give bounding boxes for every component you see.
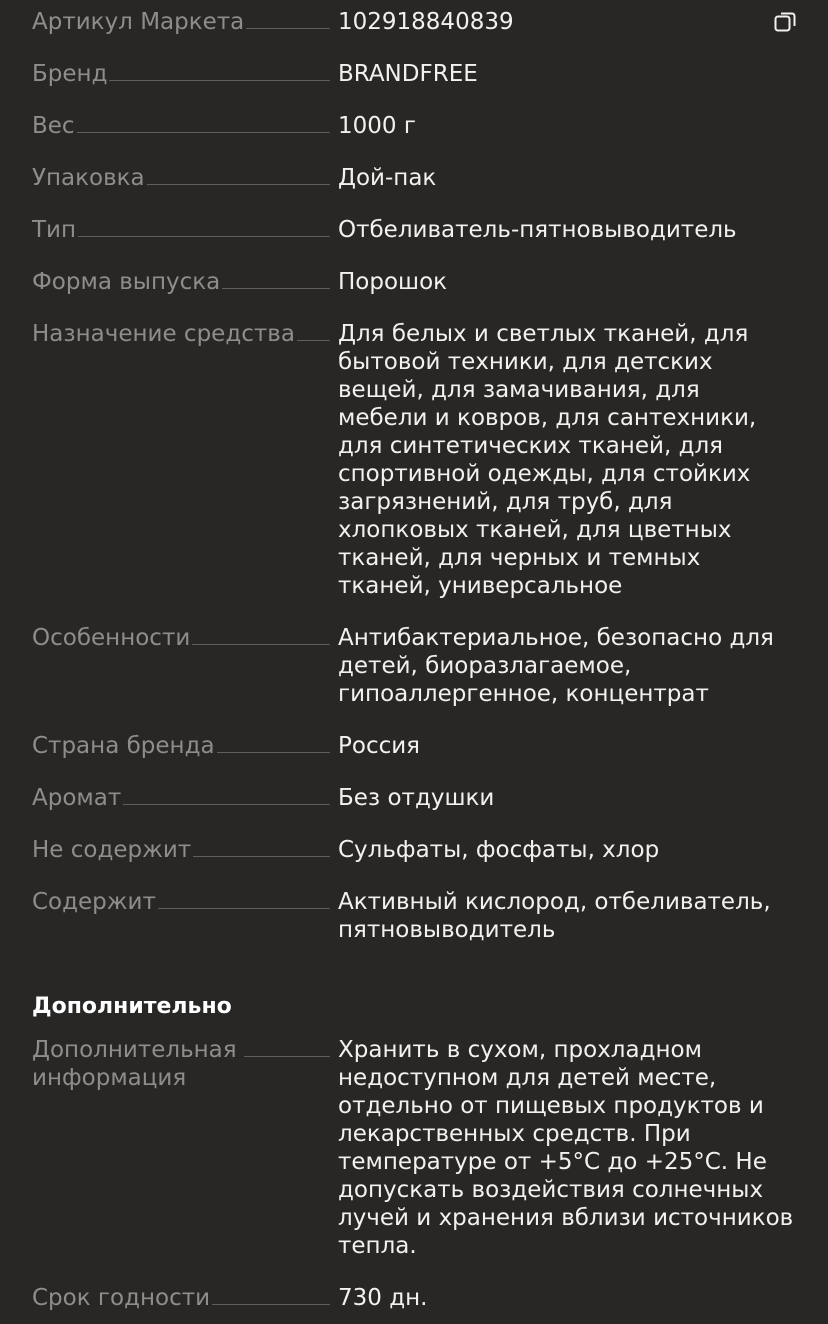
spec-value: Без отдушки [338, 785, 495, 811]
spec-row-not-contains [32, 836, 796, 864]
spec-row-package [32, 164, 796, 192]
spec-label-col [32, 112, 330, 140]
spec-label: Тип [32, 217, 77, 243]
spec-value: 1000 г [338, 113, 416, 139]
spec-value: Хранить в сухом, прохладном недоступном для детей месте, отдельно от пищевых продуктов и лекарственных средств. При температуре от +5°С до +25°С. Не допускать воздействия солнечных лучей и хранения вблизи источников тепла. [338, 1037, 794, 1259]
spec-value: Активный кислород, отбеливатель, пятновыводитель [338, 889, 771, 943]
spec-label: Упаковка [32, 165, 145, 191]
spec-row-contains [32, 888, 796, 944]
leader-line [246, 8, 330, 29]
spec-row-features [32, 624, 796, 708]
spec-value: Дой-пак [338, 165, 437, 191]
spec-row-type [32, 216, 796, 244]
spec-value: Порошок [338, 269, 448, 295]
spec-label-col [32, 320, 330, 348]
spec-label-col [32, 268, 330, 296]
spec-row-shelf-life [32, 1284, 796, 1312]
leader-line [217, 732, 330, 753]
leader-line [78, 216, 330, 237]
spec-value: Для белых и светлых тканей, для бытовой техники, для детских вещей, для замачивания, для мебели и ковров, для сантехники, для синтетических тканей, для спортивной одежды, для стойких загрязнений, для труб, для хлопковых тканей, для цветных тканей, для черных и темных тканей, универсальное [338, 321, 757, 599]
spec-row-weight [32, 112, 796, 140]
spec-label: Артикул Маркета [32, 9, 245, 35]
leader-line [244, 1036, 330, 1057]
spec-label-col [32, 888, 330, 916]
spec-value: 730 дн. [338, 1285, 428, 1311]
spec-label: Аромат [32, 785, 122, 811]
spec-label-col [32, 8, 330, 36]
spec-row-aroma [32, 784, 796, 812]
spec-value: 102918840839 [338, 9, 514, 35]
spec-label: Вес [32, 113, 75, 139]
spec-label: Не содержит [32, 837, 192, 863]
spec-row-article [32, 8, 796, 36]
spec-label-col [32, 732, 330, 760]
spec-label-col [32, 1036, 330, 1092]
spec-label: Срок годности [32, 1285, 211, 1311]
spec-label: Дополнительная информация [32, 1037, 237, 1091]
leader-line [158, 888, 330, 909]
spec-row-country [32, 732, 796, 760]
spec-label-col [32, 836, 330, 864]
section-title-additional: Дополнительно [32, 994, 232, 1019]
spec-value: Сульфаты, фосфаты, хлор [338, 837, 660, 863]
spec-label: Содержит [32, 889, 156, 915]
leader-line [297, 320, 330, 341]
spec-label: Назначение средства [32, 321, 295, 347]
leader-line [147, 164, 330, 185]
spec-value: Антибактериальное, безопасно для детей, биоразлагаемое, гипоаллергенное, концентрат [338, 625, 774, 707]
leader-line [77, 112, 330, 133]
spec-value: Россия [338, 733, 421, 759]
spec-value: BRANDFREE [338, 61, 478, 87]
spec-label: Страна бренда [32, 733, 215, 759]
spec-row-brand [32, 60, 796, 88]
leader-line [123, 784, 330, 805]
leader-line [192, 624, 330, 645]
spec-label: Особенности [32, 625, 191, 651]
spec-label-col [32, 624, 330, 652]
spec-label-col [32, 1284, 330, 1312]
spec-label-col [32, 164, 330, 192]
spec-label: Бренд [32, 61, 108, 87]
spec-value: Отбеливатель-пятновыводитель [338, 217, 737, 243]
spec-row-form [32, 268, 796, 296]
leader-line [222, 268, 330, 289]
spec-row-additional-info [32, 1036, 796, 1260]
leader-line [193, 836, 330, 857]
spec-label: Форма выпуска [32, 269, 221, 295]
spec-label-col [32, 216, 330, 244]
spec-label-col [32, 784, 330, 812]
copy-icon[interactable] [774, 12, 796, 34]
leader-line [212, 1284, 330, 1305]
leader-line [109, 60, 330, 81]
spec-label-col [32, 60, 330, 88]
spec-row-purpose [32, 320, 796, 600]
